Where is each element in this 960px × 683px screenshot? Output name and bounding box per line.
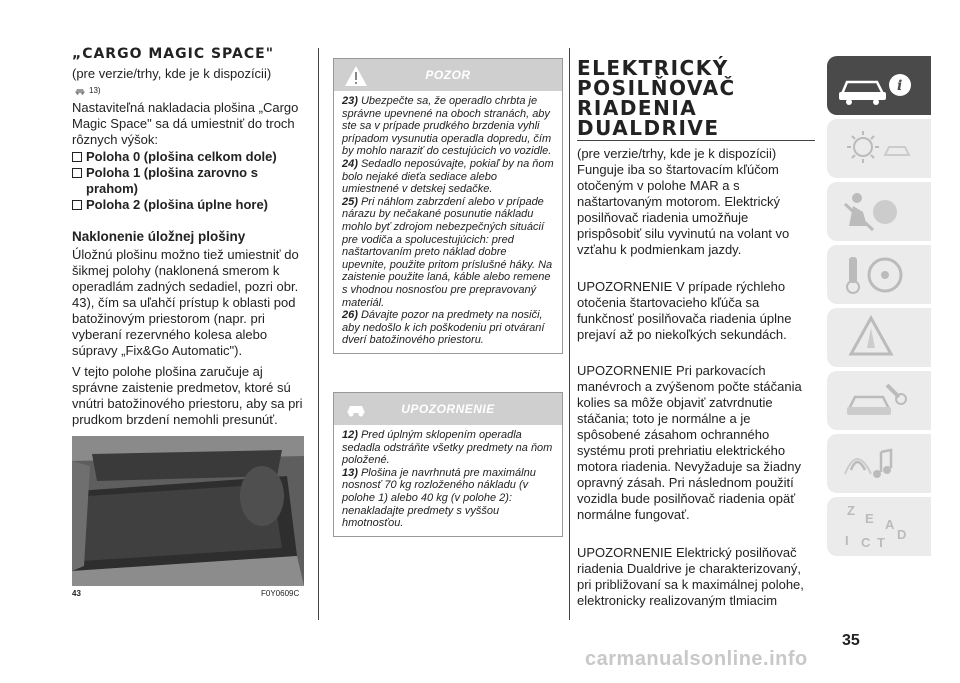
tab-emergency[interactable]	[827, 308, 931, 367]
note-quick-start: UPOZORNENIE V prípade rýchleho otočenia štartovacieho kľúča sa funkčnosť posilňovača riadenia úplne prejaví až po niekoľkých sekundách.	[577, 279, 792, 342]
pozor-label: POZOR	[425, 68, 471, 82]
list-item: Poloha 1 (plošina zarovno s prahom)	[72, 165, 312, 197]
pozor-notes	[334, 91, 562, 353]
intro-paragraph: Nastaviteľná nakladacia plošina „Cargo Magic Space" sa dá umiestniť do troch rôznych výšok:	[72, 100, 299, 147]
column-divider	[569, 48, 570, 620]
index-letters-icon: Z E A I C T D	[845, 503, 907, 550]
key-wheel-icon	[827, 245, 931, 304]
tab-multimedia[interactable]	[827, 434, 931, 493]
warning-triangle-icon	[827, 308, 931, 367]
watermark: carmanualsonline.info	[585, 648, 808, 670]
tilt-paragraph: Úložnú plošinu možno tiež umiestniť do šikmej polohy (naklonená smerom k operadlám zadných sedadiel, pozri obr. 43), čím sa uľahčí prístup k oblasti pod batožinovým priestorom (napr. pri vyberaní rezervného kolesa alebo súpravy „Fix&Go Automatic").	[72, 247, 299, 358]
upozornenie-header	[334, 393, 562, 425]
tab-dashboard-lights[interactable]	[827, 119, 931, 178]
list-item: 24) Sedadlo neposúvajte, pokiaľ by na ňom bolo nejaké dieťa sediace alebo umiestnené v detskej sedačke.	[342, 157, 554, 196]
dashboard-light-icon	[827, 119, 931, 178]
section-title-cargo: „CARGO MAGIC SPACE"	[72, 46, 274, 62]
tab-maintenance[interactable]	[827, 371, 931, 430]
note-parking: UPOZORNENIE Pri parkovacích manévroch a zvýšenom počte stáčania kolies sa môže objaviť zatvrdnutie stáčania; toto je normálne a je spôsobené zásahom ochranného systému proti prehriatiu elektrického motora riadenia. Nevyžaduje sa žiadny opravný zásah. Pri následnom použití vozidla bude posilňovač riadenia opäť normálne fungovať.	[577, 363, 802, 522]
column-divider	[318, 48, 319, 620]
note-damping: UPOZORNENIE Elektrický posilňovač riadenia Dualdrive je charakterizovaný, pri približovaní sa k maximálnej polohe, elektronicky realizovaným tlmiacim	[577, 545, 804, 608]
list-item: 12) Pred úplným sklopením operadla sedadla odstráňte všetky predmety na ňom položené.	[342, 429, 553, 467]
function-paragraph: Funguje iba so štartovacím kľúčom otočeným v polohe MAR a s naštartovaným motorom. Elektrický posilňovač riadenia umožňuje prispôsobiť silu vyvinutú na volant vo vzťahu k podmienkam jazdy.	[577, 162, 790, 257]
pozor-box	[333, 58, 563, 354]
car-info-icon	[827, 56, 931, 115]
subtitle-availability: (pre verzie/trhy, kde je k dispozícii)	[577, 146, 777, 161]
upozornenie-box	[333, 392, 563, 537]
list-item: 26) Dávajte pozor na predmety na nosiči, aby nedošlo k ich poškodeniu pri otváraní dverí batožinového priestoru.	[342, 309, 545, 347]
heading-tilt: Naklonenie úložnej plošiny	[72, 229, 246, 244]
upozornenie-notes	[334, 425, 562, 536]
list-item: 23) Ubezpečte sa, že operadlo chrbta je správne upevnené na oboch stranách, aby ste sa v prípade prudkého brzdenia vyhli prípadom vysunutia operadla dopredu, čím by mohlo naraziť do cestujúcich vo vozidle.	[342, 95, 552, 158]
cargo-area-illustration	[72, 436, 304, 586]
square-bullet-icon	[72, 200, 82, 210]
tab-index[interactable]	[827, 497, 931, 556]
wrench-car-icon	[827, 371, 931, 430]
figure-number: 43	[72, 589, 81, 598]
list-item: Poloha 0 (plošina celkom dole)	[72, 149, 312, 165]
subtitle-availability: (pre verzie/trhy, kde je k dispozícii)	[72, 66, 272, 81]
title-rule	[577, 140, 815, 141]
list-item: 25) Pri náhlom zabrzdení alebo v prípade nárazu by nečakané posunutie nákladu mohlo byť zdrojom nebezpečných situácií pre vodiča a spolucestujúcich: pred naštartovaním preto náklad dobre upevnite, použite pritom príslušné háky. Na zaistenie použite laná, káble alebo remene s vhodnou nosnosťou pre prepravovaný materiál.	[342, 195, 553, 309]
figure-43-cargo-photo	[72, 436, 304, 586]
list-item: 13) Plošina je navrhnutá pre maximálnu nosnosť 70 kg rozloženého nákladu (v polohe 1) alebo 40 kg (v polohe 2): nenakladajte predmety s vyššou hmotnosťou.	[342, 466, 536, 530]
square-bullet-icon	[72, 168, 82, 178]
svg-text:i: i	[897, 78, 903, 94]
page-number: 35	[842, 632, 860, 649]
pozor-header	[334, 59, 562, 91]
car-warning-icon	[74, 85, 86, 95]
upozornenie-label: UPOZORNENIE	[401, 402, 495, 416]
warning-reference	[74, 85, 101, 95]
tab-car-info[interactable]	[827, 56, 931, 115]
square-bullet-icon	[72, 152, 82, 162]
figure-code: F0Y0609C	[261, 589, 300, 598]
media-icon	[827, 434, 931, 493]
list-item: Poloha 2 (plošina úplne hore)	[72, 197, 312, 213]
secure-paragraph: V tejto polohe plošina zaručuje aj správne zaistenie predmetov, ktoré sú vnútri batožinového priestoru, aby sa pri prudkom brzdení nemohli presunúť.	[72, 364, 303, 427]
tab-safety[interactable]	[827, 182, 931, 241]
section-title-dualdrive: ELEKTRICKÝ POSILŇOVAČ RIADENIA DUALDRIVE	[577, 56, 736, 140]
airbag-seat-icon	[827, 182, 931, 241]
position-list	[72, 149, 312, 213]
ref-number: 13)	[89, 85, 101, 95]
tab-starting-driving[interactable]	[827, 245, 931, 304]
